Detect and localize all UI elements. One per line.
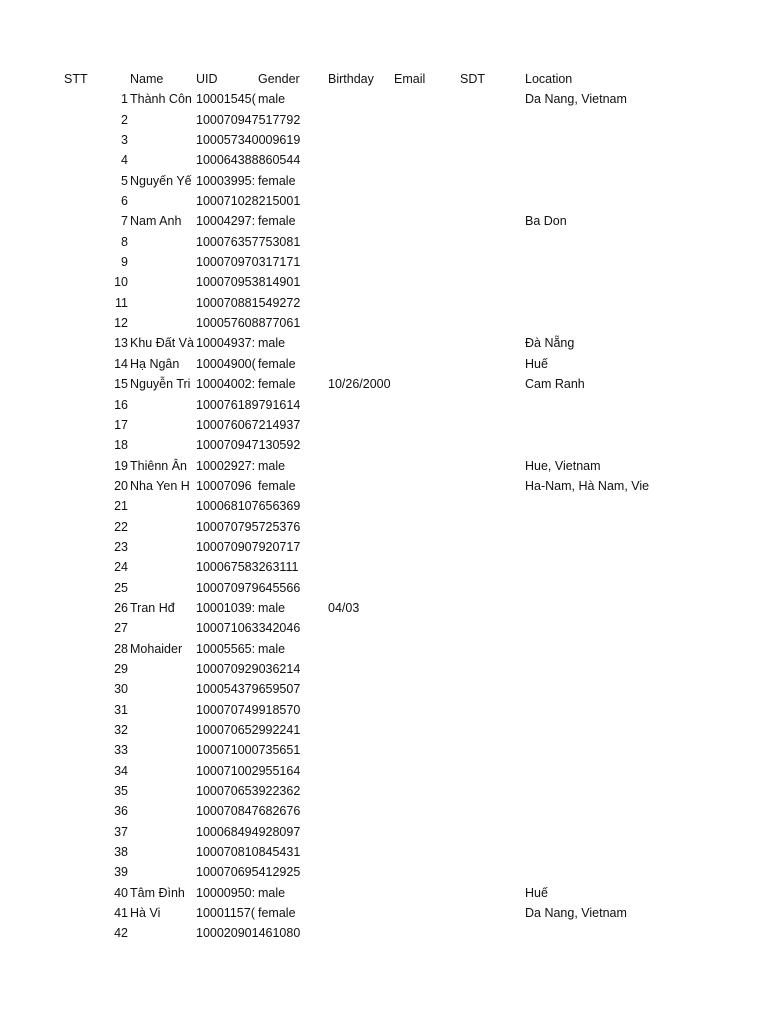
cell-uid: 100071000735651 [196, 743, 301, 758]
cell-gender: male [258, 600, 286, 615]
cell-stt: 31 [114, 702, 128, 717]
spreadsheet-table [0, 69, 768, 944]
header-uid: UID [196, 72, 218, 86]
cell-stt: 19 [114, 458, 128, 473]
table-row [0, 862, 768, 882]
cell-stt: 35 [114, 784, 128, 799]
cell-name: Hà Vi [130, 906, 161, 921]
cell-stt: 9 [121, 255, 128, 270]
table-row [0, 333, 768, 353]
cell-uid: 10005565: [196, 641, 256, 656]
cell-location: Cam Ranh [525, 377, 585, 392]
table-row [0, 720, 768, 740]
cell-stt: 33 [114, 743, 128, 758]
cell-uid: 100070970317171 [196, 255, 301, 270]
cell-uid: 100070881549272 [196, 295, 301, 310]
cell-name: Tran Hđ [130, 600, 175, 615]
table-row [0, 374, 768, 394]
cell-location: Da Nang, Vietnam [525, 906, 627, 921]
table-row [0, 293, 768, 313]
cell-stt: 13 [114, 336, 128, 351]
table-body [0, 89, 768, 943]
cell-stt: 38 [114, 845, 128, 860]
header-location: Location [525, 72, 573, 86]
cell-uid: 10001545( [196, 92, 256, 107]
table-row [0, 537, 768, 557]
table-row [0, 130, 768, 150]
cell-location: Huế [525, 885, 548, 900]
cell-stt: 32 [114, 723, 128, 737]
cell-stt: 29 [114, 661, 128, 676]
cell-stt: 11 [115, 295, 128, 310]
header-row [0, 69, 768, 89]
cell-stt: 2 [121, 112, 128, 127]
cell-stt: 40 [114, 885, 128, 900]
cell-name: Tâm Đình [130, 885, 185, 900]
cell-stt: 8 [121, 234, 128, 249]
table-row [0, 740, 768, 760]
cell-uid: 100070929036214 [196, 661, 301, 676]
cell-uid: 100076067214937 [196, 417, 301, 432]
cell-uid: 100070979645566 [196, 580, 301, 595]
cell-uid: 100070749918570 [196, 702, 301, 717]
cell-uid: 100057608877061 [196, 316, 301, 331]
cell-uid: 100068107656369 [196, 499, 301, 514]
cell-uid: 100071002955164 [196, 763, 301, 778]
table-row [0, 557, 768, 577]
cell-birthday: 10/26/2000 [328, 377, 391, 392]
cell-stt: 34 [114, 763, 128, 778]
table-row [0, 903, 768, 923]
cell-uid: 100076357753081 [196, 234, 301, 249]
cell-uid: 100071063342046 [196, 621, 301, 636]
cell-uid: 100064388860544 [196, 153, 301, 168]
cell-location: Ba Don [525, 214, 567, 229]
cell-uid: 10003995: [196, 173, 256, 188]
cell-stt: 20 [114, 478, 128, 493]
cell-name: Mohaider [130, 641, 183, 656]
table-row [0, 110, 768, 130]
cell-uid: 100057340009619 [196, 133, 301, 148]
table-row [0, 618, 768, 638]
cell-uid: 10001157( [196, 906, 255, 921]
cell-name: Nha Yen H [130, 478, 190, 493]
cell-uid: 100070947517792 [196, 112, 301, 127]
cell-stt: 41 [114, 906, 128, 921]
cell-stt: 6 [121, 194, 128, 209]
table-row [0, 496, 768, 516]
cell-uid: 100070947130592 [196, 438, 301, 453]
cell-location: Ha-Nam, Hà Nam, Vie [525, 478, 650, 493]
cell-uid: 10002927: [196, 458, 256, 473]
cell-location: Hue, Vietnam [525, 458, 601, 473]
cell-gender: female [258, 478, 296, 493]
table-row [0, 171, 768, 191]
header-email: Email [394, 72, 426, 86]
cell-uid: 10004297: [196, 214, 256, 229]
table-row [0, 517, 768, 537]
cell-birthday: 04/03 [328, 600, 360, 615]
header-name: Name [130, 72, 164, 86]
cell-gender: male [258, 641, 286, 656]
cell-stt: 24 [114, 560, 128, 575]
cell-uid: 100067583263111 [196, 560, 299, 575]
header-birthday: Birthday [328, 72, 374, 86]
cell-uid: 100020901461080 [196, 926, 301, 941]
cell-uid: 10004002: [196, 377, 256, 392]
cell-stt: 42 [114, 926, 128, 941]
cell-name: Nguyễn Tri [130, 377, 191, 392]
cell-stt: 28 [114, 641, 128, 656]
table-row [0, 639, 768, 659]
cell-stt: 30 [114, 682, 128, 697]
cell-uid: 100076189791614 [196, 397, 301, 412]
cell-uid: 100070795725376 [196, 519, 301, 534]
cell-stt: 1 [121, 92, 128, 107]
cell-location: Huế [525, 356, 548, 371]
cell-gender: female [258, 906, 296, 921]
table-row [0, 659, 768, 679]
table-row [0, 923, 768, 943]
cell-uid: 10000950: [196, 885, 256, 900]
cell-stt: 14 [114, 356, 128, 371]
cell-stt: 16 [114, 397, 128, 412]
cell-uid: 100070810845431 [196, 845, 301, 860]
cell-uid: 100070847682676 [196, 804, 301, 819]
cell-uid: 10004937: [196, 336, 256, 351]
table-row [0, 578, 768, 598]
table-row [0, 191, 768, 211]
table-row [0, 761, 768, 781]
cell-stt: 27 [114, 621, 128, 636]
cell-gender: male [258, 336, 286, 351]
cell-uid: 100070907920717 [196, 539, 301, 554]
cell-gender: female [258, 214, 296, 229]
cell-stt: 4 [121, 153, 128, 168]
table-row [0, 313, 768, 333]
table-row [0, 801, 768, 821]
cell-name: Nam Anh [130, 214, 182, 229]
cell-gender: male [258, 885, 286, 900]
table-row [0, 211, 768, 231]
cell-stt: 17 [114, 417, 128, 432]
cell-uid: 100070653922362 [196, 784, 301, 799]
cell-uid: 100070652992241 [196, 723, 301, 737]
table-row [0, 354, 768, 374]
cell-uid: 10004900( [196, 356, 256, 371]
cell-gender: female [258, 173, 296, 188]
cell-gender: male [258, 92, 286, 107]
table-row [0, 89, 768, 109]
cell-stt: 7 [121, 214, 128, 229]
cell-uid: 10007096 [196, 478, 252, 493]
cell-stt: 23 [114, 539, 128, 554]
cell-gender: female [258, 377, 296, 392]
table-row [0, 232, 768, 252]
table-row [0, 679, 768, 699]
cell-uid: 10001039: [196, 600, 256, 615]
cell-gender: male [258, 458, 286, 473]
cell-stt: 15 [114, 377, 128, 392]
table-row [0, 822, 768, 842]
header-stt: STT [64, 72, 88, 86]
table-row [0, 476, 768, 496]
table-row [0, 252, 768, 272]
cell-stt: 22 [114, 519, 128, 534]
table-row [0, 150, 768, 170]
cell-stt: 5 [121, 173, 128, 188]
table-row [0, 598, 768, 618]
cell-uid: 100070953814901 [196, 275, 301, 290]
cell-stt: 39 [114, 865, 128, 880]
table-row [0, 842, 768, 862]
cell-stt: 37 [114, 824, 128, 839]
cell-uid: 100071028215001 [196, 194, 301, 209]
cell-name: Thành Côn [130, 92, 192, 107]
table-row [0, 700, 768, 720]
table-row [0, 435, 768, 455]
cell-name: Nguyến Yế [130, 173, 192, 188]
table-row [0, 456, 768, 476]
cell-stt: 18 [114, 438, 128, 453]
cell-stt: 36 [114, 804, 128, 819]
cell-name: Khu Đất Và [130, 336, 194, 351]
header-sdt: SDT [460, 72, 485, 86]
cell-uid: 100068494928097 [196, 824, 301, 839]
cell-location: Đà Nẵng [525, 336, 575, 351]
cell-uid: 100054379659507 [196, 682, 301, 697]
cell-name: Thiênn Ân [130, 458, 187, 473]
table-row [0, 883, 768, 903]
table-row [0, 395, 768, 415]
cell-stt: 12 [114, 316, 128, 331]
cell-stt: 25 [114, 580, 128, 595]
cell-stt: 21 [114, 499, 128, 514]
cell-stt: 10 [114, 275, 128, 290]
cell-location: Da Nang, Vietnam [525, 92, 627, 107]
table-row [0, 415, 768, 435]
table-row [0, 272, 768, 292]
cell-uid: 100070695412925 [196, 865, 301, 880]
cell-gender: female [258, 356, 296, 371]
cell-stt: 3 [121, 133, 128, 148]
table-row [0, 781, 768, 801]
header-gender: Gender [258, 72, 300, 86]
cell-name: Hạ Ngân [130, 356, 180, 371]
cell-stt: 26 [114, 600, 128, 615]
